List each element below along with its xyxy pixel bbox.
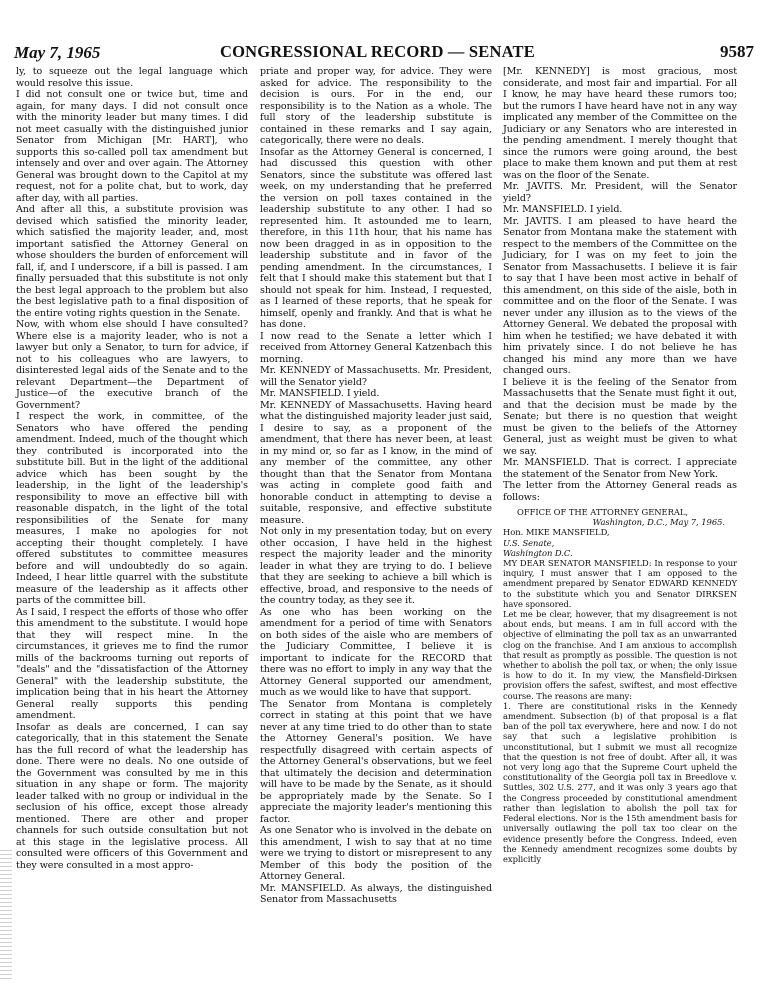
page-header [14, 35, 754, 65]
letter-place-date: Washington, D.C., May 7, 1965. [592, 517, 725, 528]
paragraph: ly, to squeeze out the legal language which would resolve this issue. [16, 66, 248, 89]
column-3 [503, 66, 737, 864]
paragraph: I now read to the Senate a letter which I received from Attorney General Katzenbach this morning. [260, 330, 492, 365]
paragraph: The letter from the Attorney General reads as follows: [503, 480, 737, 503]
page-number: 9587 [720, 42, 754, 61]
letter-recipient-org: U.S. Senate, [503, 537, 555, 548]
paragraph: Insofar as deals are concerned, I can say categorically, that in this statement the Senate has the full record of what the leadership has done. There were no deals. No one outside of the Government was consulted by me in this situation in any shape or form. The majority leader talked with no group or individual in the seclusion of his office, except those already mentioned. There are other and proper channels for such outside consultation but not at this stage in the legislative process. All consulted were officers of this Government and they were consulted in a most appro- [16, 721, 248, 871]
paragraph: The Senator from Montana is completely correct in stating at this point that we have never at any time tried to do other than to state the Attorney General's position. We have respectfully disagreed with certain aspects of the Attorney General's observations, but we feel that ultimately the decision and determination will have to be made by the Senate, as it should be appropriately made by the Senate. So I appreciate the majority leader's mentioning this factor. [260, 698, 492, 825]
column-2 [260, 66, 492, 906]
paragraph: I did not consult one or twice but, time and again, for many days. I did not consult once with the minority leader but many times. I did not meet casually with the distinguished junior Senator from Michigan [Mr. HART], who supports this so-called poll tax amendment but intensely and over and over again. The Attorney General was brought down to the Capitol at my request, not for a polite chat, but to work, day after day, with all parties. [16, 89, 248, 204]
paragraph: I respect the work, in committee, of the Senators who have offered the pending amendment. Indeed, much of the thought which they contributed is incorporated into the substitute bill. But in the light of the additional advice which has been sought by the leadership, in the light of the leadership's responsibility to move an effective bill with reasonable dispatch, in the light of the total responsibilities of the Senate for many measures, I make no apologies for not accepting their thought completely. I have offered substitutes to committee measures before and will undoubtedly do so again. Indeed, I hear little quarrel with the substitute measure of the leadership as it affects other parts of the committee bill. [16, 411, 248, 606]
paragraph: Mr. MANSFIELD. I yield. [503, 204, 623, 215]
scan-margin-artifact [0, 850, 12, 980]
paragraph: Insofar as the Attorney General is concerned, I had discussed this question with other Senators, since the substitute was offered last week, on my understanding that he preferred the version on poll taxes contained in the leadership substitute to any other. I had so represented him. It astounded me to learn, therefore, in this 11th hour, that his name has now been dragged in as in opposition to the leadership substitute and in favor of the pending amendment. In the circumstances, I felt that I should make this statement but that I should not speak for him. Instead, I requested, as I learned of these reports, that he speak for himself, openly and frankly. And that is what he has done. [260, 146, 492, 330]
letter-recipient-city: Washington D.C. [503, 547, 573, 558]
letter-recipient-name: Hon. MIKE MANSFIELD, [503, 527, 610, 538]
paragraph: As one who has been working on the amendment for a period of time with Senators on both sides of the aisle who are members of the Judiciary Committee, I believe it is important to indicate for the RECORD that there was no effort to imply in any way that the Attorney General supported our amendment, much as we would like to have that support. [260, 606, 492, 698]
letter-paragraph: MY DEAR SENATOR MANSFIELD: In response to your inquiry, I must answer that I am opposed to the amendment prepared by Senator EDWARD KENNEDY to the substitute which you and Senator DIRKSEN have sponsored. [503, 558, 737, 609]
paragraph: Mr. MANSFIELD. I yield. [260, 388, 380, 399]
letter-paragraph: 1. There are constitutional risks in the Kennedy amendment. Subsection (b) of that proposal is a flat ban of the poll tax everywhere, here and now. I do not say that such a legislative prohibition is unconstitutional, but I submit we must all recognize that the question is not free of doubt. After all, it was not very long ago that the Supreme Court upheld the constitutionality of the Georgia poll tax in Breedlove v. Suttles, 302 U.S. 277, and it was only 3 years ago that the Congress proceeded by constitutional amendment rather than legislation to abolish the poll tax for Federal elections. Nor is the 15th amendment basis for universally outlawing the poll tax too clear on the evidence presently before the Congress. Indeed, even the Kennedy amendment recognizes some doubts by explicitly [503, 700, 737, 864]
attorney-general-letter [503, 507, 737, 864]
paragraph: priate and proper way, for advice. They were asked for advice. The responsibility to the decision is ours. For in the end, our responsibility is to the Nation as a whole. The full story of the leadership substitute is contained in these remarks and I say again, categorically, there were no deals. [260, 66, 492, 146]
column-1 [16, 66, 248, 871]
paragraph: Not only in my presentation today, but on every other occasion, I have held in the highest respect the majority leader and the minority leader in what they are trying to do. I believe that they are seeking to achieve a bill which is effective, broad, and responsive to the needs of the country today, as they see it. [260, 526, 492, 606]
paragraph: I believe it is the feeling of the Senator from Massachusetts that the Senate must fight it out, and that the decision must be made by the Senate; but there is no question that weight must be given to the beliefs of the Attorney General, just as weight must be given to what we say. [503, 376, 737, 457]
paragraph: And after all this, a substitute provision was devised which satisfied the minority leader, which satisfied the majority leader, and, most important satisfied the Attorney General on whose shoulders the burden of enforcement will fall, if, and I underscore, if a bill is passed. I am finally persuaded that this substitute is not only the best legal approach to the problem but also the best legislative path to a final disposition of the entire voting rights question in the Senate. [16, 204, 248, 319]
paragraph: Mr. JAVITS. Mr. President, will the Senator yield? [503, 181, 737, 204]
letter-office: OFFICE OF THE ATTORNEY GENERAL, [517, 507, 688, 517]
publication-title: CONGRESSIONAL RECORD — SENATE [220, 42, 535, 61]
paragraph: Mr. MANSFIELD. As always, the distinguished Senator from Massachusetts [260, 882, 492, 905]
paragraph: Mr. KENNEDY of Massachusetts. Having heard what the distinguished majority leader just said, I desire to say, as a proponent of the amendment, that there has never been, at least in my mind or, so far as I know, in the mind of any member of the committee, any other thought than that the Senator from Montana was acting in complete good faith and honorable conduct in attempting to devise a suitable, responsive, and effective substitute measure. [260, 399, 492, 526]
paragraph: [Mr. KENNEDY] is most gracious, most considerate, and most fair and impartial. For all I know, he may have heard these rumors too; but the rumors I have heard have not in any way implicated any member of the Committee on the Judiciary or any Senators who are interested in the pending amendment. I merely thought that since the rumors were going around, the best place to make them known and put them at rest was on the floor of the Senate. [503, 66, 737, 181]
paragraph: As I said, I respect the efforts of those who offer this amendment to the substitute. I would hope that they will respect mine. In the circumstances, it grieves me to find the rumor mills of the backrooms turning out reports of "deals" and the "dissatisfaction of the Attorney General" with the leadership substitute, the implication being that in his heart the Attorney General really supports this pending amendment. [16, 606, 248, 721]
paragraph: Mr. KENNEDY of Massachusetts. Mr. President, will the Senator yield? [260, 365, 492, 388]
letter-paragraph: Let me be clear, however, that my disagreement is not about ends, but means. I am in full accord with the objective of eliminating the poll tax as an unwarranted clog on the franchise. And I am anxious to accomplish that result as promptly as possible. The question is not whether to abolish the poll tax, or when; the only issue is how to do it. In my view, the Mansfield-Dirksen provision offers the safest, swiftest, and most effective course. The reasons are many: [503, 609, 737, 701]
paragraph: As one Senator who is involved in the debate on this amendment, I wish to say that at no time were we trying to distort or misrepresent to any Member of this body the position of the Attorney General. [260, 825, 492, 882]
paragraph: Now, with whom else should I have consulted? Where else is a majority leader, who is not a lawyer but only a Senator, to turn for advice, if not to his colleagues who are lawyers, to disinterested legal aids of the Senate and to the relevant Department—the Department of Justice—of the executive branch of the Government? [16, 319, 248, 411]
paragraph: Mr. JAVITS. I am pleased to have heard the Senator from Montana make the statement with respect to the members of the Committee on the Judiciary, for I was on my feet to join the Senator from Massachusetts. I believe it is fair to say that I have been most active in behalf of this amendment, on this side of the aisle, both in committee and on the floor of the Senate. I was never under any illusion as to the views of the Attorney General. We debated the proposal with him when he testified; we have debated it with him privately since. I do not believe he has changed his mind any more than we have changed ours. [503, 215, 737, 376]
paragraph: Mr. MANSFIELD. That is correct. I appreciate the statement of the Senator from New York. [503, 457, 737, 480]
issue-date: May 7, 1965 [14, 43, 101, 62]
